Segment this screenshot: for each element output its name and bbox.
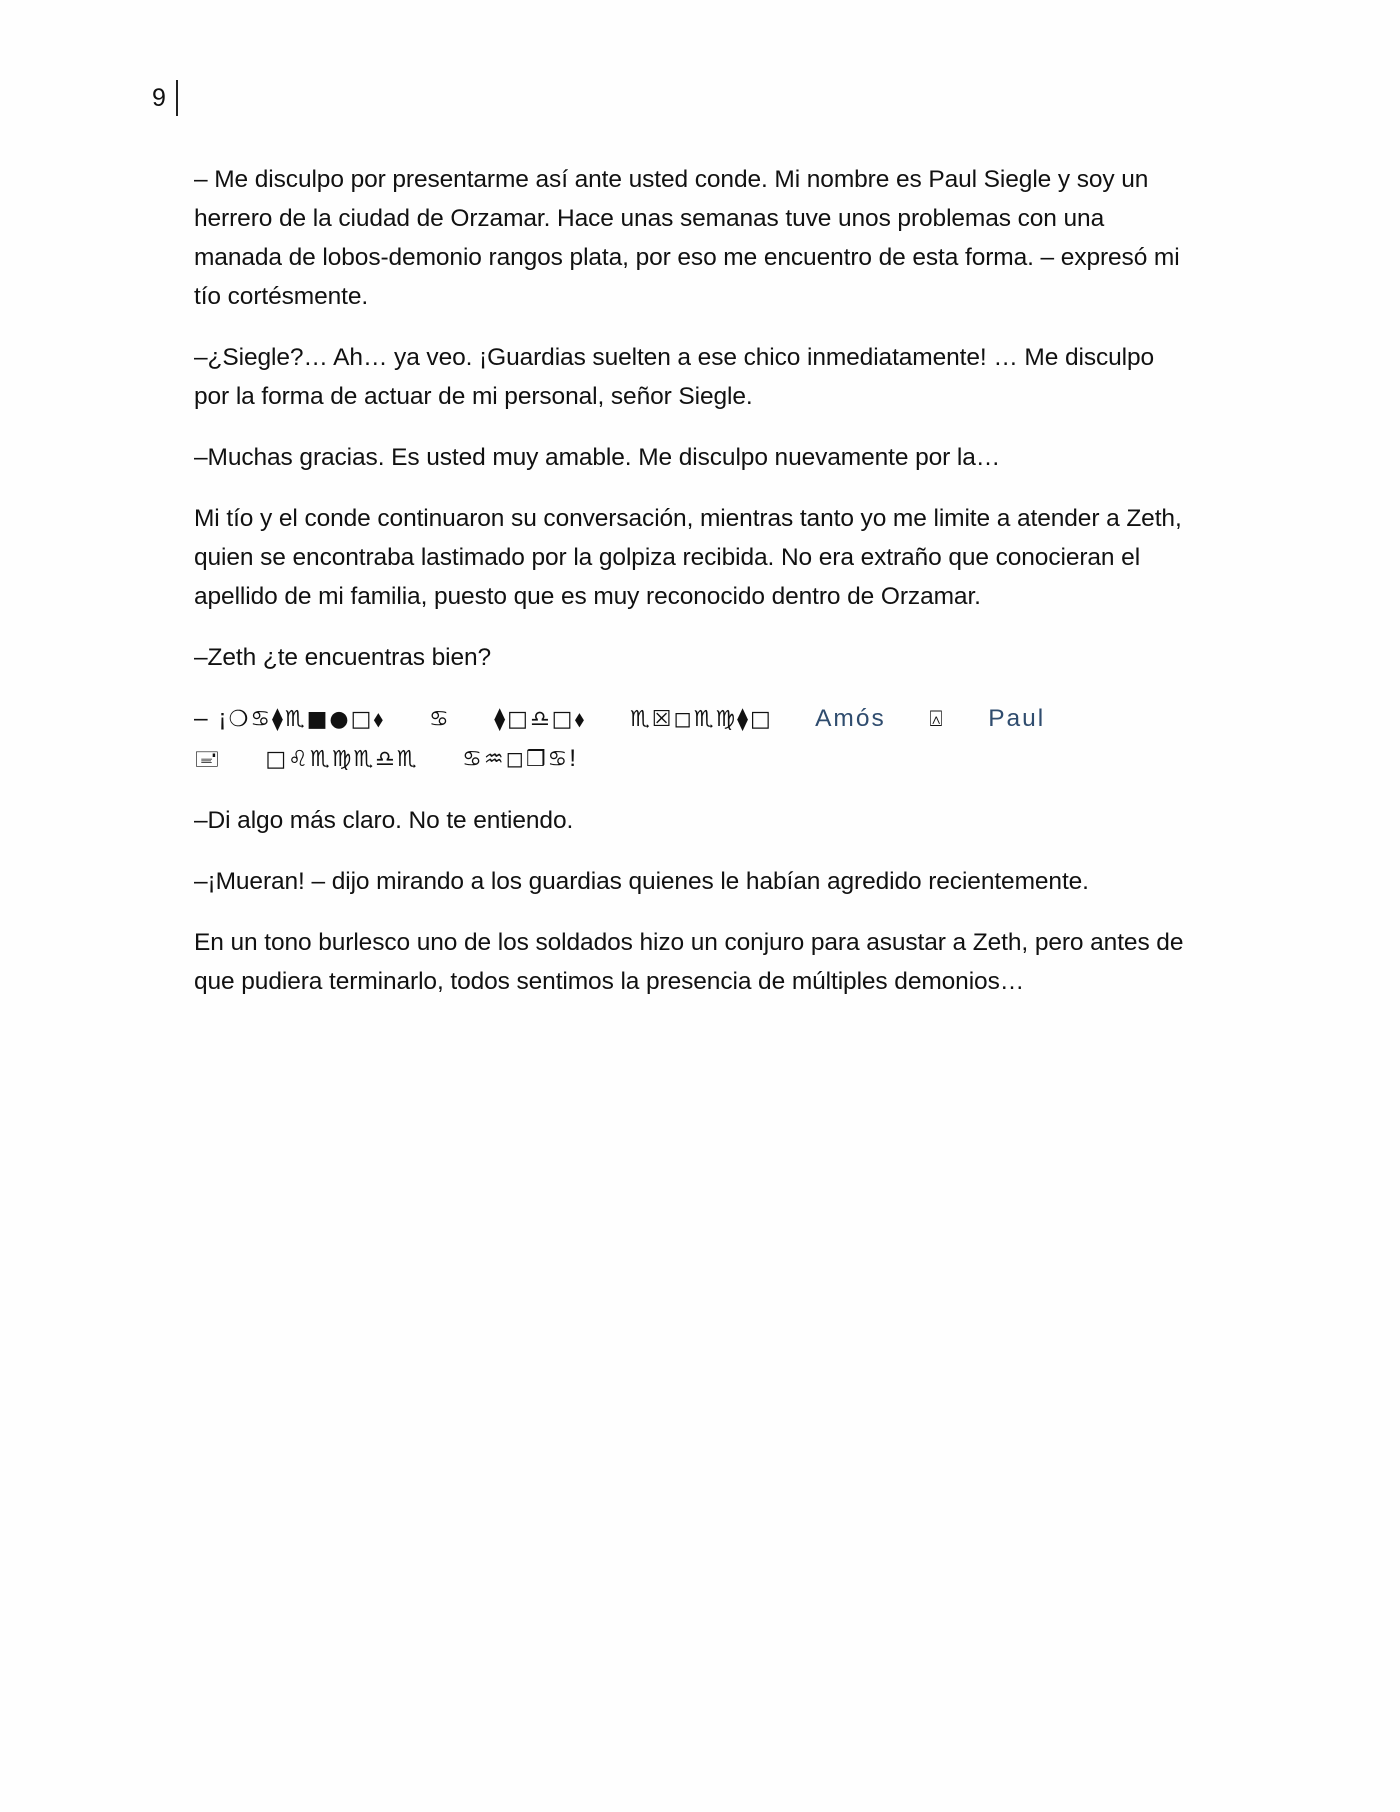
symbol-suffix: !	[569, 745, 579, 772]
page-header	[152, 80, 178, 116]
name-paul: Paul	[988, 705, 1046, 732]
paragraph-8: En un tono burlesco uno de los soldados hizo un conjuro para asustar a Zeth, pero antes de que pudiera terminarlo, todos sentimos la presencia de múltiples demonios…	[194, 929, 1184, 995]
symbol-word-3: ⧫□♎□⬧	[494, 707, 587, 732]
symbol-word-1: ❍♋⧫♏■●□⬧	[228, 707, 386, 732]
paragraph-1: – Me disculpo por presentarme así ante usted conde. Mi nombre es Paul Siegle y soy un herrero de la ciudad de Orzamar. Hace unas semanas tuve unos problemas con una manada de lobos-demonio rangos plata, por eso me encuentro de esta forma. – expresó mi tío cortésmente.	[194, 166, 1180, 310]
paragraph-6: –Di algo más claro. No te entiendo.	[194, 807, 574, 834]
symbol-word-4: ♏☒◻♏♍⧫□	[630, 707, 773, 732]
page-number: 9	[152, 84, 166, 112]
symbol-word-7: □♌♏♍♏♎♏	[265, 747, 419, 772]
header-divider	[176, 80, 178, 116]
name-amos: Amós	[815, 705, 886, 732]
symbol-word-2: ♋	[428, 707, 451, 732]
symbol-line-2	[194, 745, 578, 772]
symbol-paragraph	[194, 699, 1194, 779]
paragraph-3: –Muchas gracias. Es usted muy amable. Me disculpo nuevamente por la…	[194, 444, 1001, 471]
symbol-line-1	[194, 705, 1045, 732]
paragraph-2: –¿Siegle?… Ah… ya veo. ¡Guardias suelten a ese chico inmediatamente! … Me disculpo por la forma de actuar de mi personal, señor Siegle.	[194, 344, 1155, 410]
symbol-word-6: 🖃	[194, 747, 222, 772]
body-text	[194, 160, 1194, 1023]
symbol-prefix: – ¡	[194, 705, 229, 732]
paragraph-5: –Zeth ¿te encuentras bien?	[194, 644, 492, 671]
symbol-word-8: ♋♒◻❒♋	[462, 747, 570, 772]
paragraph-4: Mi tío y el conde continuaron su conversación, mientras tanto yo me limite a atender a Zeth, quien se encontraba lastimado por la golpiza recibida. No era extraño que conocieran el apellido de mi familia, puesto que es muy reconocido dentro de Orzamar.	[194, 505, 1182, 610]
paragraph-7: –¡Mueran! – dijo mirando a los guardias quienes le habían agredido recientemente.	[194, 868, 1089, 895]
symbol-word-5: ⍓	[929, 707, 945, 732]
